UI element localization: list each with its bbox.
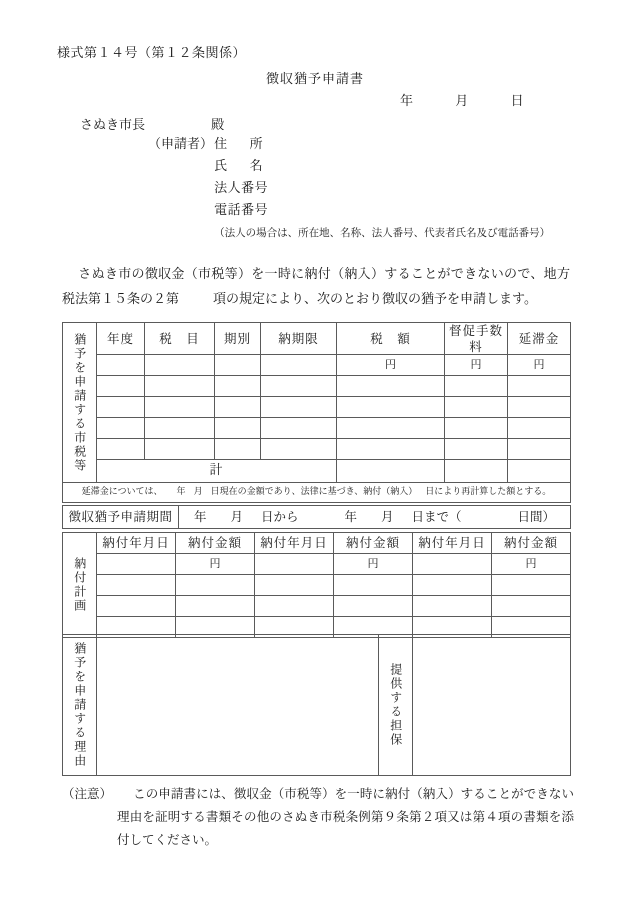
cell-tax-amount-5[interactable] (337, 439, 445, 460)
cell-payment-date-1-3[interactable] (97, 596, 176, 617)
cell-payment-date-2-3[interactable] (255, 596, 334, 617)
date-day-label: 日 (510, 94, 524, 109)
cell-tax-amount-4[interactable] (337, 418, 445, 439)
cell-late-charge-4[interactable] (508, 418, 571, 439)
cell-tax-item-5[interactable] (145, 439, 215, 460)
period-days-count: 日間） (517, 509, 556, 525)
col-header-tax-item: 税 目 (145, 323, 215, 355)
tax-table-footnote-row (63, 483, 571, 503)
cell-term-4[interactable] (215, 418, 261, 439)
cell-due-date-1[interactable] (261, 355, 337, 376)
tax-table-header-row (63, 323, 571, 355)
cell-payment-date-2-2[interactable] (255, 575, 334, 596)
col-header-payment-date-2: 納付年月日 (255, 533, 334, 554)
addressee-honorific: 殿 (211, 118, 225, 133)
collateral-label: 提供する担保 (388, 663, 403, 747)
table-row[interactable] (63, 554, 571, 575)
cell-payment-amount-2-1[interactable]: 円 (334, 554, 413, 575)
footnote-part-a: 延滞金については、 (81, 487, 163, 498)
applicant-tag: （申請者） (148, 137, 214, 152)
cell-tax-amount-2[interactable] (337, 376, 445, 397)
col-header-payment-date-3: 納付年月日 (413, 533, 492, 554)
period-from-year: 年 (193, 509, 207, 525)
cell-year-4[interactable] (97, 418, 145, 439)
cell-payment-amount-1-1[interactable]: 円 (176, 554, 255, 575)
cell-payment-amount-2-2[interactable] (334, 575, 413, 596)
cell-year-1[interactable] (97, 355, 145, 376)
corporate-note: （法人の場合は、所在地、名称、法人番号、代表者氏名及び電話番号） (214, 227, 551, 239)
payment-plan-header-row (63, 533, 571, 554)
col-header-term: 期別 (215, 323, 261, 355)
period-to-year: 年 (344, 509, 357, 525)
cell-total-late-charge[interactable] (508, 460, 571, 483)
table-row[interactable] (63, 596, 571, 617)
col-header-payment-amount-1: 納付金額 (176, 533, 255, 554)
addressee-line (80, 114, 224, 133)
closing-note-label: （注意） (62, 786, 113, 801)
cell-total-demand-fee[interactable] (445, 460, 508, 483)
col-header-demand-fee: 督促手数料 (445, 323, 508, 355)
applicant-phone-row (148, 200, 550, 222)
payment-plan-side-label-cell (63, 533, 97, 638)
date-year-label: 年 (400, 94, 414, 109)
cell-term-2[interactable] (215, 376, 261, 397)
cell-payment-date-3-3[interactable] (413, 596, 492, 617)
corporate-number-label: 法人番号 (214, 181, 269, 196)
cell-year-5[interactable] (97, 439, 145, 460)
cell-payment-date-3-2[interactable] (413, 575, 492, 596)
period-to-month: 月 (381, 509, 394, 525)
reason-collateral-row (63, 635, 571, 776)
col-header-late-charge: 延滞金 (508, 323, 571, 355)
footnote-part-e: （納入） (381, 487, 418, 498)
cell-tax-item-4[interactable] (145, 418, 215, 439)
table-row[interactable] (63, 418, 571, 439)
footnote-part-b: 年 (176, 487, 186, 498)
cell-term-5[interactable] (215, 439, 261, 460)
closing-note-line-2: きない理由を証明する書類その他のさぬき市税条例第９条第２項又は第４ (117, 786, 574, 824)
document-title: 徴収猶予申請書 (265, 72, 364, 87)
col-header-payment-date-1: 納付年月日 (97, 533, 176, 554)
reason-label-cell (63, 635, 97, 776)
period-from-day: 日から (260, 509, 299, 525)
payment-plan-side-label: 納付計画 (72, 557, 87, 613)
cell-due-date-2[interactable] (261, 376, 337, 397)
cell-payment-amount-3-2[interactable] (492, 575, 571, 596)
name-label: 氏 名 (214, 159, 264, 174)
body-line-1: さぬき市の徴収金（市税等）を一時に納付（納入）することができないので、地 (78, 267, 557, 282)
period-from-month: 月 (230, 509, 243, 525)
closing-note-body (117, 782, 574, 851)
cell-demand-fee-1[interactable]: 円 (445, 355, 508, 376)
body-line-2b: 項の規定により、次のとおり徴収の猶予を申請します。 (213, 292, 537, 307)
cell-payment-date-2-1[interactable] (255, 554, 334, 575)
table-row[interactable] (63, 376, 571, 397)
late-charge-footnote (63, 483, 571, 503)
cell-payment-date-3-1[interactable] (413, 554, 492, 575)
submission-date-line (400, 90, 524, 109)
col-header-payment-amount-3: 納付金額 (492, 533, 571, 554)
applicant-address-row (148, 134, 550, 156)
application-period-table (62, 505, 571, 529)
tax-table-total-row (63, 460, 571, 483)
applicant-corporate-note-row (148, 222, 550, 244)
cell-due-date-3[interactable] (261, 397, 337, 418)
table-row[interactable] (63, 575, 571, 596)
cell-payment-amount-1-2[interactable] (176, 575, 255, 596)
form-number: 様式第１４号（第１２条関係） (57, 46, 247, 61)
tax-table-side-label: 猶予を申請する市税等 (72, 332, 87, 473)
reason-label: 猶予を申請する理由 (72, 642, 87, 768)
cell-due-date-4[interactable] (261, 418, 337, 439)
tax-items-table (62, 322, 571, 503)
body-line-2a: 方税法第１５条の２第 (62, 267, 570, 307)
col-header-year: 年度 (97, 323, 145, 355)
cell-year-2[interactable] (97, 376, 145, 397)
reason-input-area[interactable] (97, 635, 379, 776)
col-header-tax-amount: 税 額 (337, 323, 445, 355)
footnote-part-d: 日現在の金額であり、法律に基づき、納付 (210, 487, 382, 498)
cell-payment-date-1-1[interactable] (97, 554, 176, 575)
cell-tax-item-3[interactable] (145, 397, 215, 418)
cell-payment-amount-3-1[interactable]: 円 (492, 554, 571, 575)
cell-tax-item-1[interactable] (145, 355, 215, 376)
cell-total-tax-amount[interactable] (337, 460, 445, 483)
footnote-part-f: 日により再計算した額とする。 (425, 487, 552, 498)
application-period-label: 徴収猶予申請期間 (63, 506, 179, 529)
cell-late-charge-2[interactable] (508, 376, 571, 397)
collateral-input-area[interactable] (413, 635, 571, 776)
total-label: 計 (97, 460, 337, 483)
cell-payment-date-1-2[interactable] (97, 575, 176, 596)
body-paragraph (62, 262, 570, 312)
cell-demand-fee-3[interactable] (445, 397, 508, 418)
cell-demand-fee-2[interactable] (445, 376, 508, 397)
cell-term-1[interactable] (215, 355, 261, 376)
tax-table-side-label-cell (63, 323, 97, 483)
cell-demand-fee-5[interactable] (445, 439, 508, 460)
closing-note-line-3: 項の書類を添付してください。 (117, 809, 574, 847)
application-period-value[interactable] (179, 506, 571, 529)
cell-payment-amount-2-3[interactable] (334, 596, 413, 617)
footnote-part-c: 月 (193, 487, 203, 498)
address-label: 住 所 (214, 137, 264, 152)
application-period-row (63, 506, 571, 529)
cell-payment-amount-3-3[interactable] (492, 596, 571, 617)
col-header-payment-amount-2: 納付金額 (334, 533, 413, 554)
closing-note-line-1: この申請書には、徴収金（市税等）を一時に納付（納入）することがで (133, 786, 537, 801)
cell-tax-amount-1[interactable]: 円 (337, 355, 445, 376)
cell-tax-amount-3[interactable] (337, 397, 445, 418)
period-to-day: 日まで（ (411, 509, 462, 525)
table-row[interactable] (63, 397, 571, 418)
collateral-label-cell (379, 635, 413, 776)
cell-late-charge-1[interactable]: 円 (508, 355, 571, 376)
applicant-corporate-number-row (148, 178, 550, 200)
applicant-name-row (148, 156, 550, 178)
col-header-due-date: 納期限 (261, 323, 337, 355)
cell-payment-amount-1-3[interactable] (176, 596, 255, 617)
table-row[interactable] (63, 439, 571, 460)
cell-year-3[interactable] (97, 397, 145, 418)
applicant-block (148, 134, 550, 244)
cell-demand-fee-4[interactable] (445, 418, 508, 439)
table-row[interactable] (63, 355, 571, 376)
phone-label: 電話番号 (214, 203, 269, 218)
cell-late-charge-3[interactable] (508, 397, 571, 418)
closing-note (62, 782, 574, 851)
reason-collateral-table (62, 634, 571, 776)
payment-plan-table (62, 532, 571, 638)
cell-term-3[interactable] (215, 397, 261, 418)
cell-late-charge-5[interactable] (508, 439, 571, 460)
date-month-label: 月 (455, 94, 469, 109)
addressee-name: さぬき市長 (80, 118, 146, 133)
cell-due-date-5[interactable] (261, 439, 337, 460)
cell-tax-item-2[interactable] (145, 376, 215, 397)
